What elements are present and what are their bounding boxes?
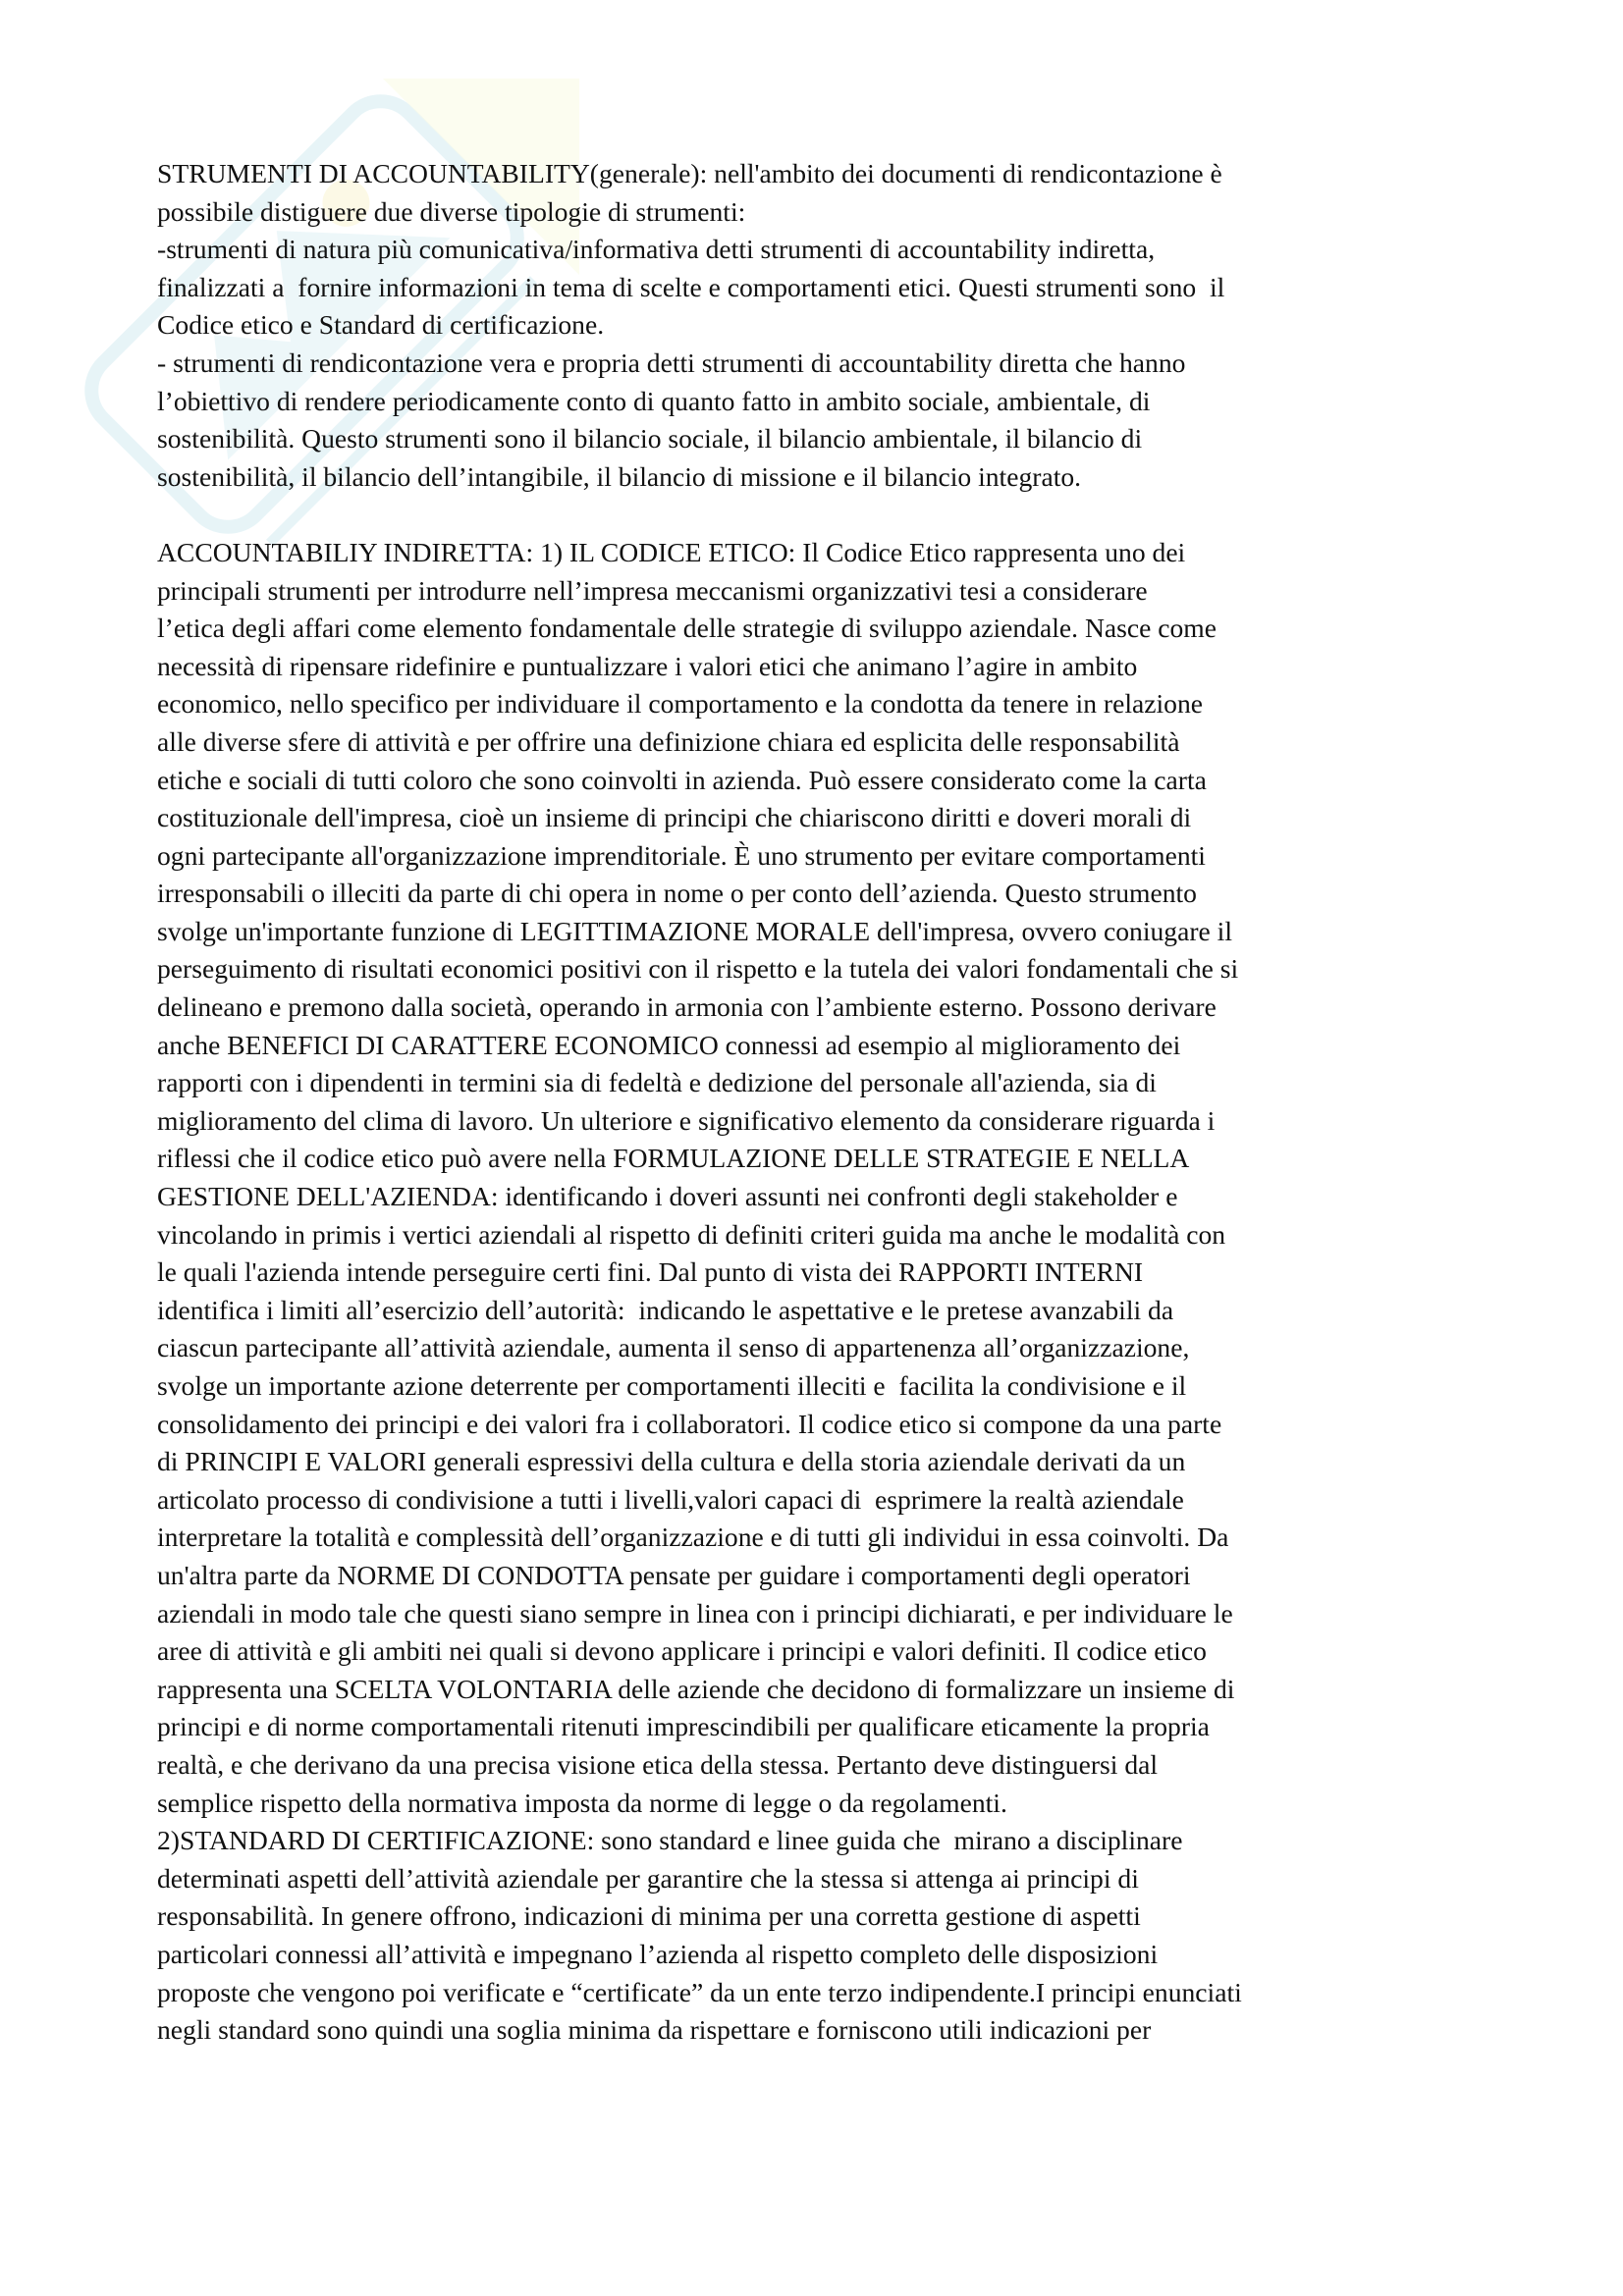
text-line: riflessi che il codice etico può avere nella FORMULAZIONE DELLE STRATEGIE E NELLA — [157, 1143, 1190, 1174]
text-line: STRUMENTI DI ACCOUNTABILITY(generale): nell'ambito dei documenti di rendicontazione è — [157, 158, 1222, 188]
text-line: ACCOUNTABILIY INDIRETTA: 1) IL CODICE ETICO: Il Codice Etico rappresenta uno dei — [157, 536, 1186, 567]
text-line: alle diverse sfere di attività e per offrire una definizione chiara ed esplicita delle responsabilità — [157, 725, 1180, 757]
text-line: particolari connessi all’attività e impegnano l’azienda al rispetto completo delle disposizioni — [157, 1938, 1159, 1969]
text-line: Codice etico e Standard di certificazione. — [157, 309, 605, 341]
text-line: semplice rispetto della normativa imposta da norme di legge o da regolamenti. — [157, 1787, 1007, 1818]
text-line: - strumenti di rendicontazione vera e propria detti strumenti di accountability diretta che hanno — [157, 347, 1186, 378]
text-line: 2)STANDARD DI CERTIFICAZIONE: sono standard e linee guida che mirano a disciplinare — [157, 1825, 1183, 1856]
text-line: interpretare la totalità e complessità dell’organizzazione e di tutti gli individui in essa coinvolti. Da — [157, 1522, 1229, 1553]
text-line: rappresenta una SCELTA VOLONTARIA delle aziende che decidono di formalizzare un insieme di — [157, 1673, 1235, 1704]
text-line: svolge un importante azione deterrente per comportamenti illeciti e facilita la condivisione e il — [157, 1370, 1187, 1401]
text-line: finalizzati a fornire informazioni in tema di scelte e comportamenti etici. Questi strumenti sono il — [157, 271, 1225, 302]
text-line: sostenibilità. Questo strumenti sono il bilancio sociale, il bilancio ambientale, il bilancio di — [157, 423, 1143, 454]
text-line: -strumenti di natura più comunicativa/informativa detti strumenti di accountability indiretta, — [157, 234, 1156, 265]
text-line: identifica i limiti all’esercizio dell’autorità: indicando le aspettative e le pretese avanzabili da — [157, 1294, 1174, 1325]
text-line: proposte che vengono poi verificate e “certificate” da un ente terzo indipendente.I principi enunciati — [157, 1976, 1242, 2007]
text-line: principi e di norme comportamentali ritenuti imprescindibili per qualificare eticamente la propria — [157, 1711, 1210, 1742]
text-line: articolato processo di condivisione a tutti i livelli,valori capaci di esprimere la realtà aziendale — [157, 1483, 1184, 1515]
text-line: aree di attività e gli ambiti nei quali si devono applicare i principi e valori definiti. Il codice etico — [157, 1635, 1207, 1667]
text-line: principali strumenti per introdurre nell’impresa meccanismi organizzativi tesi a considerare — [157, 574, 1148, 606]
text-line: consolidamento dei principi e dei valori fra i collaboratori. Il codice etico si compone da una parte — [157, 1408, 1222, 1439]
text-line: sostenibilità, il bilancio dell’intangibile, il bilancio di missione e il bilancio integrato. — [157, 460, 1082, 492]
paragraph-spacer — [157, 496, 1485, 534]
text-line: GESTIONE DELL'AZIENDA: identificando i doveri assunti nei confronti degli stakeholder e — [157, 1181, 1178, 1212]
text-line: realtà, e che derivano da una precisa visione etica della stessa. Pertanto deve distinguersi dal — [157, 1748, 1159, 1780]
text-line: rapporti con i dipendenti in termini sia di fedeltà e dedizione del personale all'azienda, sia di — [157, 1067, 1157, 1098]
text-line: necessità di ripensare ridefinire e puntualizzare i valori etici che animano l’agire in ambito — [157, 650, 1138, 681]
text-line: vincolando in primis i vertici aziendali al rispetto di definiti criteri guida ma anche le modalità con — [157, 1218, 1226, 1250]
text-line: negli standard sono quindi una soglia minima da rispettare e forniscono utili indicazioni per — [157, 2014, 1152, 2046]
text-line: anche BENEFICI DI CARATTERE ECONOMICO connessi ad esempio al miglioramento dei — [157, 1029, 1181, 1060]
text-line: responsabilità. In genere offrono, indicazioni di minima per una corretta gestione di aspetti — [157, 1900, 1141, 1932]
text-line: ogni partecipante all'organizzazione imprenditoriale. È uno strumento per evitare comportamenti — [157, 839, 1206, 871]
text-line: possibile distiguere due diverse tipologie di strumenti: — [157, 195, 746, 227]
text-line: le quali l'azienda intende perseguire certi fini. Dal punto di vista dei RAPPORTI INTERNI — [157, 1256, 1144, 1288]
text-line: aziendali in modo tale che questi siano sempre in linea con i principi dichiarati, e per individuare le — [157, 1597, 1233, 1629]
text-line: delineano e premono dalla società, operando in armonia con l’ambiente esterno. Possono derivare — [157, 991, 1217, 1023]
text-line: perseguimento di risultati economici positivi con il rispetto e la tutela dei valori fondamentali che si — [157, 953, 1239, 985]
text-line: etiche e sociali di tutti coloro che sono coinvolti in azienda. Può essere considerato come la carta — [157, 764, 1207, 795]
text-line: irresponsabili o illeciti da parte di chi opera in nome o per conto dell’azienda. Questo strumento — [157, 878, 1197, 909]
text-line: un'altra parte da NORME DI CONDOTTA pensate per guidare i comportamenti degli operatori — [157, 1559, 1191, 1590]
text-line: l’etica degli affari come elemento fondamentale delle strategie di sviluppo aziendale. Nasce come — [157, 613, 1217, 644]
text-line: svolge un'importante funzione di LEGITTIMAZIONE MORALE dell'impresa, ovvero coniugare il — [157, 915, 1233, 946]
text-line: costituzionale dell'impresa, cioè un insieme di principi che chiariscono diritti e doveri morali di — [157, 802, 1192, 833]
text-line: di PRINCIPI E VALORI generali espressivi della cultura e della storia aziendale derivati da un — [157, 1446, 1186, 1477]
text-line: determinati aspetti dell’attività aziendale per garantire che la stessa si attenga ai principi di — [157, 1862, 1139, 1894]
document-body — [157, 155, 1485, 2050]
text-line: ciascun partecipante all’attività aziendale, aumenta il senso di appartenenza all’organizzazione, — [157, 1332, 1190, 1363]
text-line: economico, nello specifico per individuare il comportamento e la condotta da tenere in relazione — [157, 688, 1204, 720]
text-line: l’obiettivo di rendere periodicamente conto di quanto fatto in ambito sociale, ambientale, di — [157, 385, 1151, 416]
text-line: miglioramento del clima di lavoro. Un ulteriore e significativo elemento da considerare riguarda i — [157, 1104, 1216, 1136]
